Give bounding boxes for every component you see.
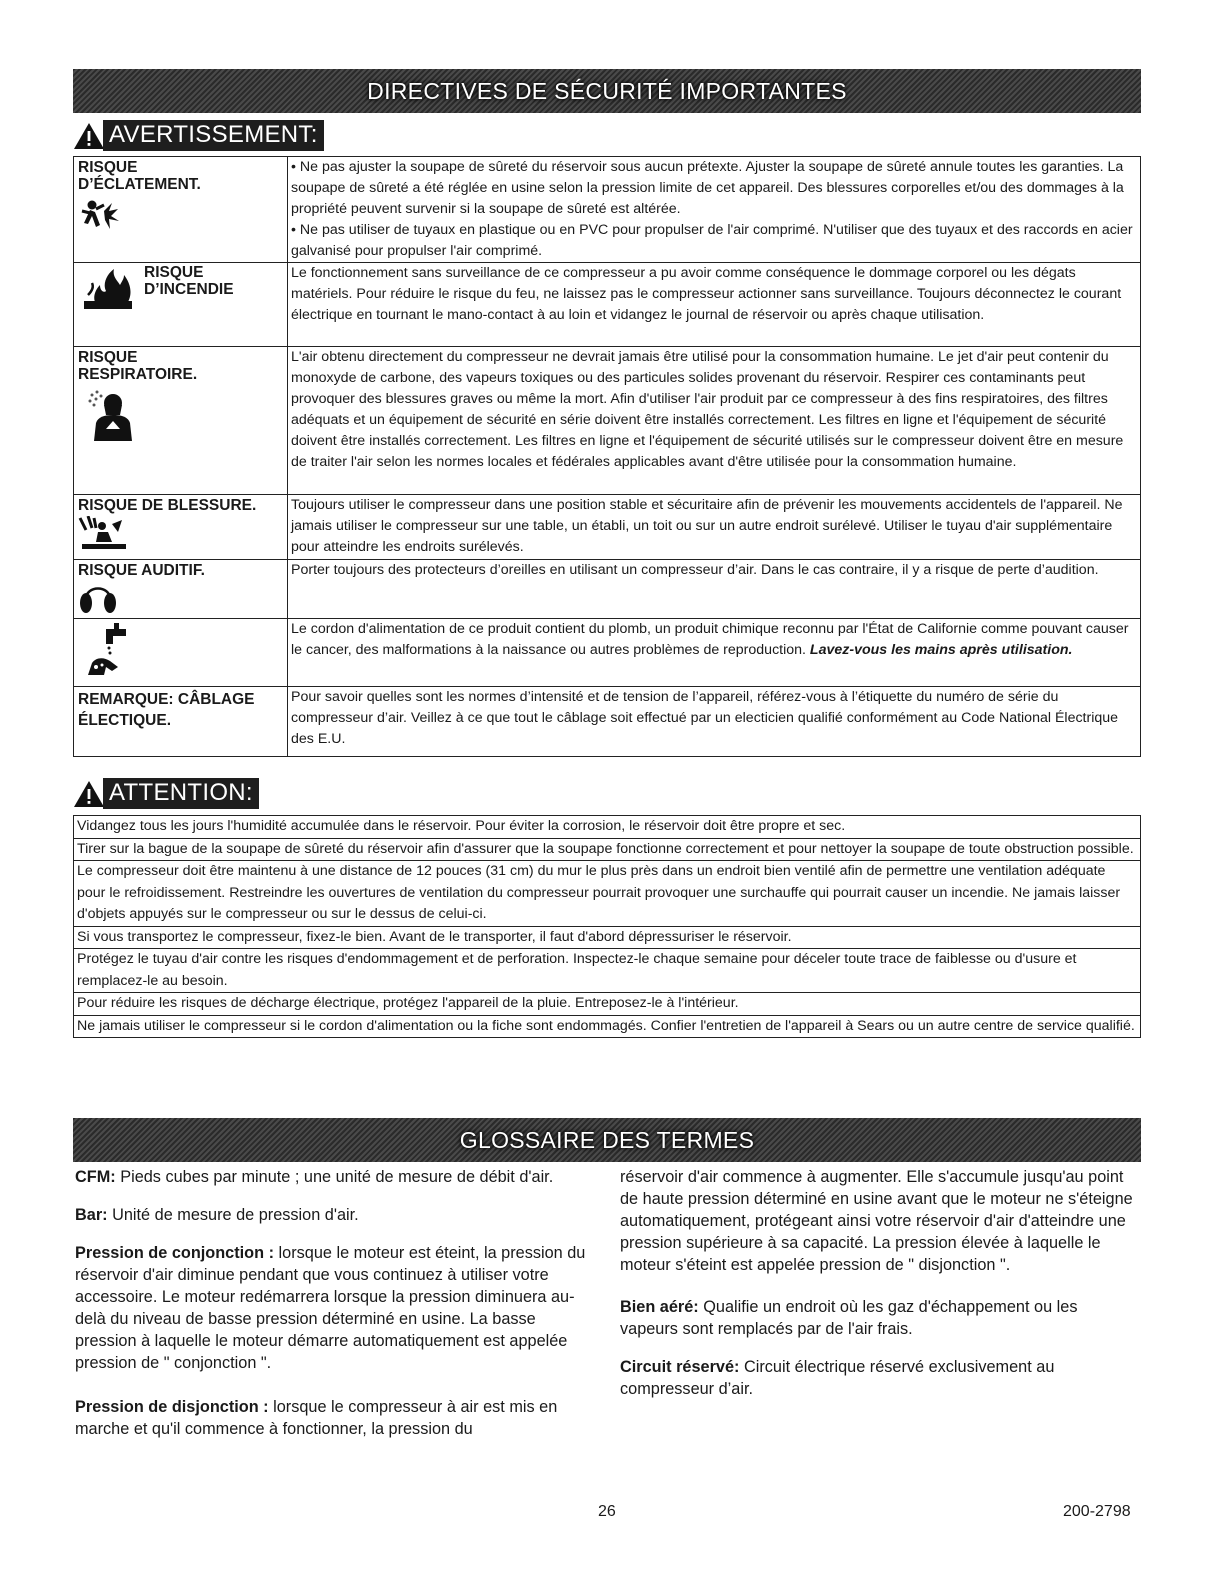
hazard-text: Pour savoir quelles sont les normes d’intensité et de tension de l’appareil, référez-vous à l’étiquette du numéro de série du compresseur d’air. Veillez à ce que tout le câblage soit effectué par un electicien qualifié conformément au Code National Électrique des E.U.	[288, 687, 1141, 757]
wash-hands-icon	[82, 623, 138, 679]
hazard-label-cell	[74, 347, 288, 495]
respiratory-icon	[82, 387, 132, 441]
warning-heading	[73, 120, 324, 151]
hazard-label-cell	[74, 495, 288, 560]
ear-protection-icon	[78, 581, 118, 615]
hazard-text: Toujours utiliser le compresseur dans une position stable et sécuritaire afin de prévenir les mouvements accidentels de l'appareil. Ne jamais utiliser le compresseur sur une table, un établi, un toit ou sur un autre endroit surélevé. Utiliser le tuyau d'air supplémentaire pour atteindre les endroits surélevés.	[288, 495, 1141, 560]
page-number: 26	[598, 1503, 616, 1520]
hazard-text-body: Le cordon d'alimentation de ce produit contient du plomb, un produit chimique reconnu par l'État de Californie comme pouvant causer le cancer, des malformations à la naissance ou autres problèmes de reproduction.	[291, 621, 1129, 658]
attention-text: Ne jamais utiliser le compresseur si le cordon d'alimentation ou la fiche sont endommagés. Confier l'entretien de l'appareil à Sears ou un autre centre de service qualifié.	[74, 1015, 1141, 1038]
hazard-row	[74, 495, 1141, 560]
attention-row	[74, 993, 1141, 1016]
glossary-term: Pression de disjonction :	[75, 1398, 269, 1416]
attention-row	[74, 816, 1141, 839]
attention-text: Pour réduire les risques de décharge électrique, protégez l'appareil de la pluie. Entreposez-le à l'intérieur.	[74, 993, 1141, 1016]
glossary-entry	[620, 1166, 1138, 1276]
hazard-text: Porter toujours des protecteurs d’oreilles en utilisant un compresseur d’air. Dans le cas contraire, il y a risque de perte d’audition.	[288, 560, 1141, 619]
glossary-definition: réservoir d'air commence à augmenter. Elle s'accumule jusqu'au point de haute pression déterminé en usine avant que le moteur ne s'éteigne automatiquement, protégeant ainsi votre réservoir d'air d'atteindre une pression supérieure à sa capacité. La pression élevée à laquelle le moteur s'éteint est appelée pression de " disjonction ".	[620, 1168, 1133, 1274]
hazard-row	[74, 687, 1141, 757]
attention-text: Tirer sur la bague de la soupape de sûreté du réservoir afin d'assurer que la soupape fonctionne correctement et pour nettoyer la soupape de toute obstruction possible.	[74, 838, 1141, 861]
hazard-row	[74, 263, 1141, 347]
warning-label: AVERTISSEMENT:	[103, 120, 324, 151]
fire-icon	[82, 265, 138, 311]
glossary-term: Bien aéré:	[620, 1298, 699, 1316]
document-number: 200-2798	[1063, 1503, 1131, 1520]
hazard-text: • Ne pas ajuster la soupape de sûreté du réservoir sous aucun prétexte. Ajuster la soupape de sûreté annule toutes les garanties. La soupape de sûreté a été réglée en usine selon la pression limite de cet appareil. Des blessures corporelles et/ou des dommages à la propriété peuvent survenir si la soupape de sûreté est altérée. • Ne pas utiliser de tuyaux en plastique ou en PVC pour propulser de l'air comprimé. N'utiliser que des tuyaux et des raccords en acier galvanisé pour propulser l'air comprimé.	[288, 157, 1141, 263]
warning-triangle-icon	[73, 780, 105, 808]
glossary-right-column	[620, 1166, 1138, 1416]
glossary-term: Circuit réservé:	[620, 1358, 740, 1376]
hazard-title: RISQUE AUDITIF.	[78, 562, 205, 579]
hazard-text: L'air obtenu directement du compresseur ne devrait jamais être utilisé pour la consommation humaine. Le jet d'air peut contenir du monoxyde de carbone, des vapeurs toxiques ou des particules solides provenant du réservoir. Respirer ces contaminants peut provoquer des blessures graves ou même la mort. Afin d'utiliser l'air produit par ce compresseur à des fins respiratoires, des filtres adéquats et un équipement de sécurité en série doivent être installés correctement. Les filtres en ligne et l'équipement de sécurité doivent être installés correctement. Les filtres en ligne et l'équipement de sécurité utilisés sur le compresseur doivent être en mesure de traiter l'air selon les normes locales et fédérales applicables avant d'être utilisée pour la consommation humaine.	[288, 347, 1141, 495]
hazard-label-cell	[74, 619, 288, 687]
glossary-entry	[75, 1242, 595, 1374]
attention-text: Si vous transportez le compresseur, fixez-le bien. Avant de le transporter, il faut d'abord dépressuriser le réservoir.	[74, 926, 1141, 949]
glossary-banner-title: GLOSSAIRE DES TERMES	[459, 1126, 755, 1153]
glossary-entry	[75, 1204, 595, 1226]
hazard-title: RISQUE DE BLESSURE.	[78, 497, 257, 514]
safety-banner-title: DIRECTIVES DE SÉCURITÉ IMPORTANTES	[367, 77, 847, 104]
hazard-text-emphasis: Lavez-vous les mains après utilisation.	[809, 642, 1073, 658]
attention-row	[74, 926, 1141, 949]
attention-row	[74, 1015, 1141, 1038]
warning-triangle-icon	[73, 122, 105, 150]
hazard-label-cell	[74, 263, 288, 347]
glossary-entry	[620, 1356, 1138, 1400]
hazard-title: RISQUE D’INCENDIE	[144, 264, 234, 298]
attention-row	[74, 949, 1141, 993]
hazard-row	[74, 619, 1141, 687]
hazard-row	[74, 157, 1141, 263]
hazard-text: Le fonctionnement sans surveillance de ce compresseur a pu avoir comme conséquence le dommage corporel ou les dégats matériels. Pour réduire le risque du feu, ne laissez pas le compresseur actionner sans surveillance. Toujours déconnectez le courant électrique en tournant le mano-contact à au loin et vidangez le journal de réservoir ou après chaque utilisation.	[288, 263, 1141, 347]
glossary-entry	[75, 1166, 595, 1188]
injury-icon	[78, 516, 128, 550]
attention-label: ATTENTION:	[103, 778, 259, 809]
attention-heading	[73, 778, 259, 809]
hazard-label-cell	[74, 560, 288, 619]
attention-table	[73, 815, 1141, 1038]
hazard-title: RISQUE D’ÉCLATEMENT.	[78, 159, 201, 193]
hazard-label-cell	[74, 687, 288, 757]
burst-icon	[78, 197, 122, 237]
hazard-title: REMARQUE: CÂBLAGE ÉLECTIQUE.	[78, 691, 255, 729]
hazards-table	[73, 156, 1141, 757]
glossary-banner	[73, 1118, 1141, 1162]
attention-text: Protégez le tuyau d'air contre les risques d'endommagement et de perforation. Inspectez-le chaque semaine pour déceler toute trace de faiblesse ou d'usure et remplacez-le au besoin.	[74, 949, 1141, 993]
attention-text: Vidangez tous les jours l'humidité accumulée dans le réservoir. Pour éviter la corrosion, le réservoir doit être propre et sec.	[74, 816, 1141, 839]
glossary-definition: lorsque le moteur est éteint, la pression du réservoir d'air diminue pendant que vous continuez à utiliser votre accessoire. Le moteur redémarrera lorsque la pression diminuera au-delà du niveau de basse pression déterminé en usine. La basse pression à laquelle le moteur démarre automatiquement est appelée pression de " conjonction ".	[75, 1244, 586, 1372]
glossary-definition: Pieds cubes par minute ; une unité de mesure de débit d'air.	[115, 1168, 554, 1186]
attention-row	[74, 838, 1141, 861]
attention-text: Le compresseur doit être maintenu à une distance de 12 pouces (31 cm) du mur le plus près dans un endroit bien ventilé afin de permettre une ventilation adéquate pour le refroidissement. Restreindre les ouvertures de ventilation du compresseur pourrait provoquer une surchauffe qui pourrait causer un incendie. Ne jamais laisser d'objets appuyés sur le compresseur ou sur le dessus de celui-ci.	[74, 861, 1141, 927]
glossary-entry	[620, 1296, 1138, 1340]
safety-banner	[73, 69, 1141, 113]
glossary-term: Pression de conjonction :	[75, 1244, 275, 1262]
hazard-title: RISQUE RESPIRATOIRE.	[78, 349, 198, 383]
glossary-entry	[75, 1396, 595, 1440]
glossary-definition: Qualifie un endroit où les gaz d'échappement ou les vapeurs sont remplacés par de l'air frais.	[620, 1298, 1078, 1338]
glossary-term: CFM:	[75, 1168, 116, 1186]
glossary-term: Bar:	[75, 1206, 108, 1224]
hazard-row	[74, 560, 1141, 619]
hazard-label-cell	[74, 157, 288, 263]
glossary-definition: Circuit électrique réservé exclusivement au compresseur d’air.	[620, 1358, 1055, 1398]
glossary-left-column	[75, 1166, 595, 1456]
hazard-row	[74, 347, 1141, 495]
glossary-definition: Unité de mesure de pression d'air.	[107, 1206, 359, 1224]
hazard-text	[288, 619, 1141, 687]
glossary-definition: lorsque le compresseur à air est mis en marche et qu'il commence à fonctionner, la pression du	[75, 1398, 558, 1438]
attention-row	[74, 861, 1141, 927]
